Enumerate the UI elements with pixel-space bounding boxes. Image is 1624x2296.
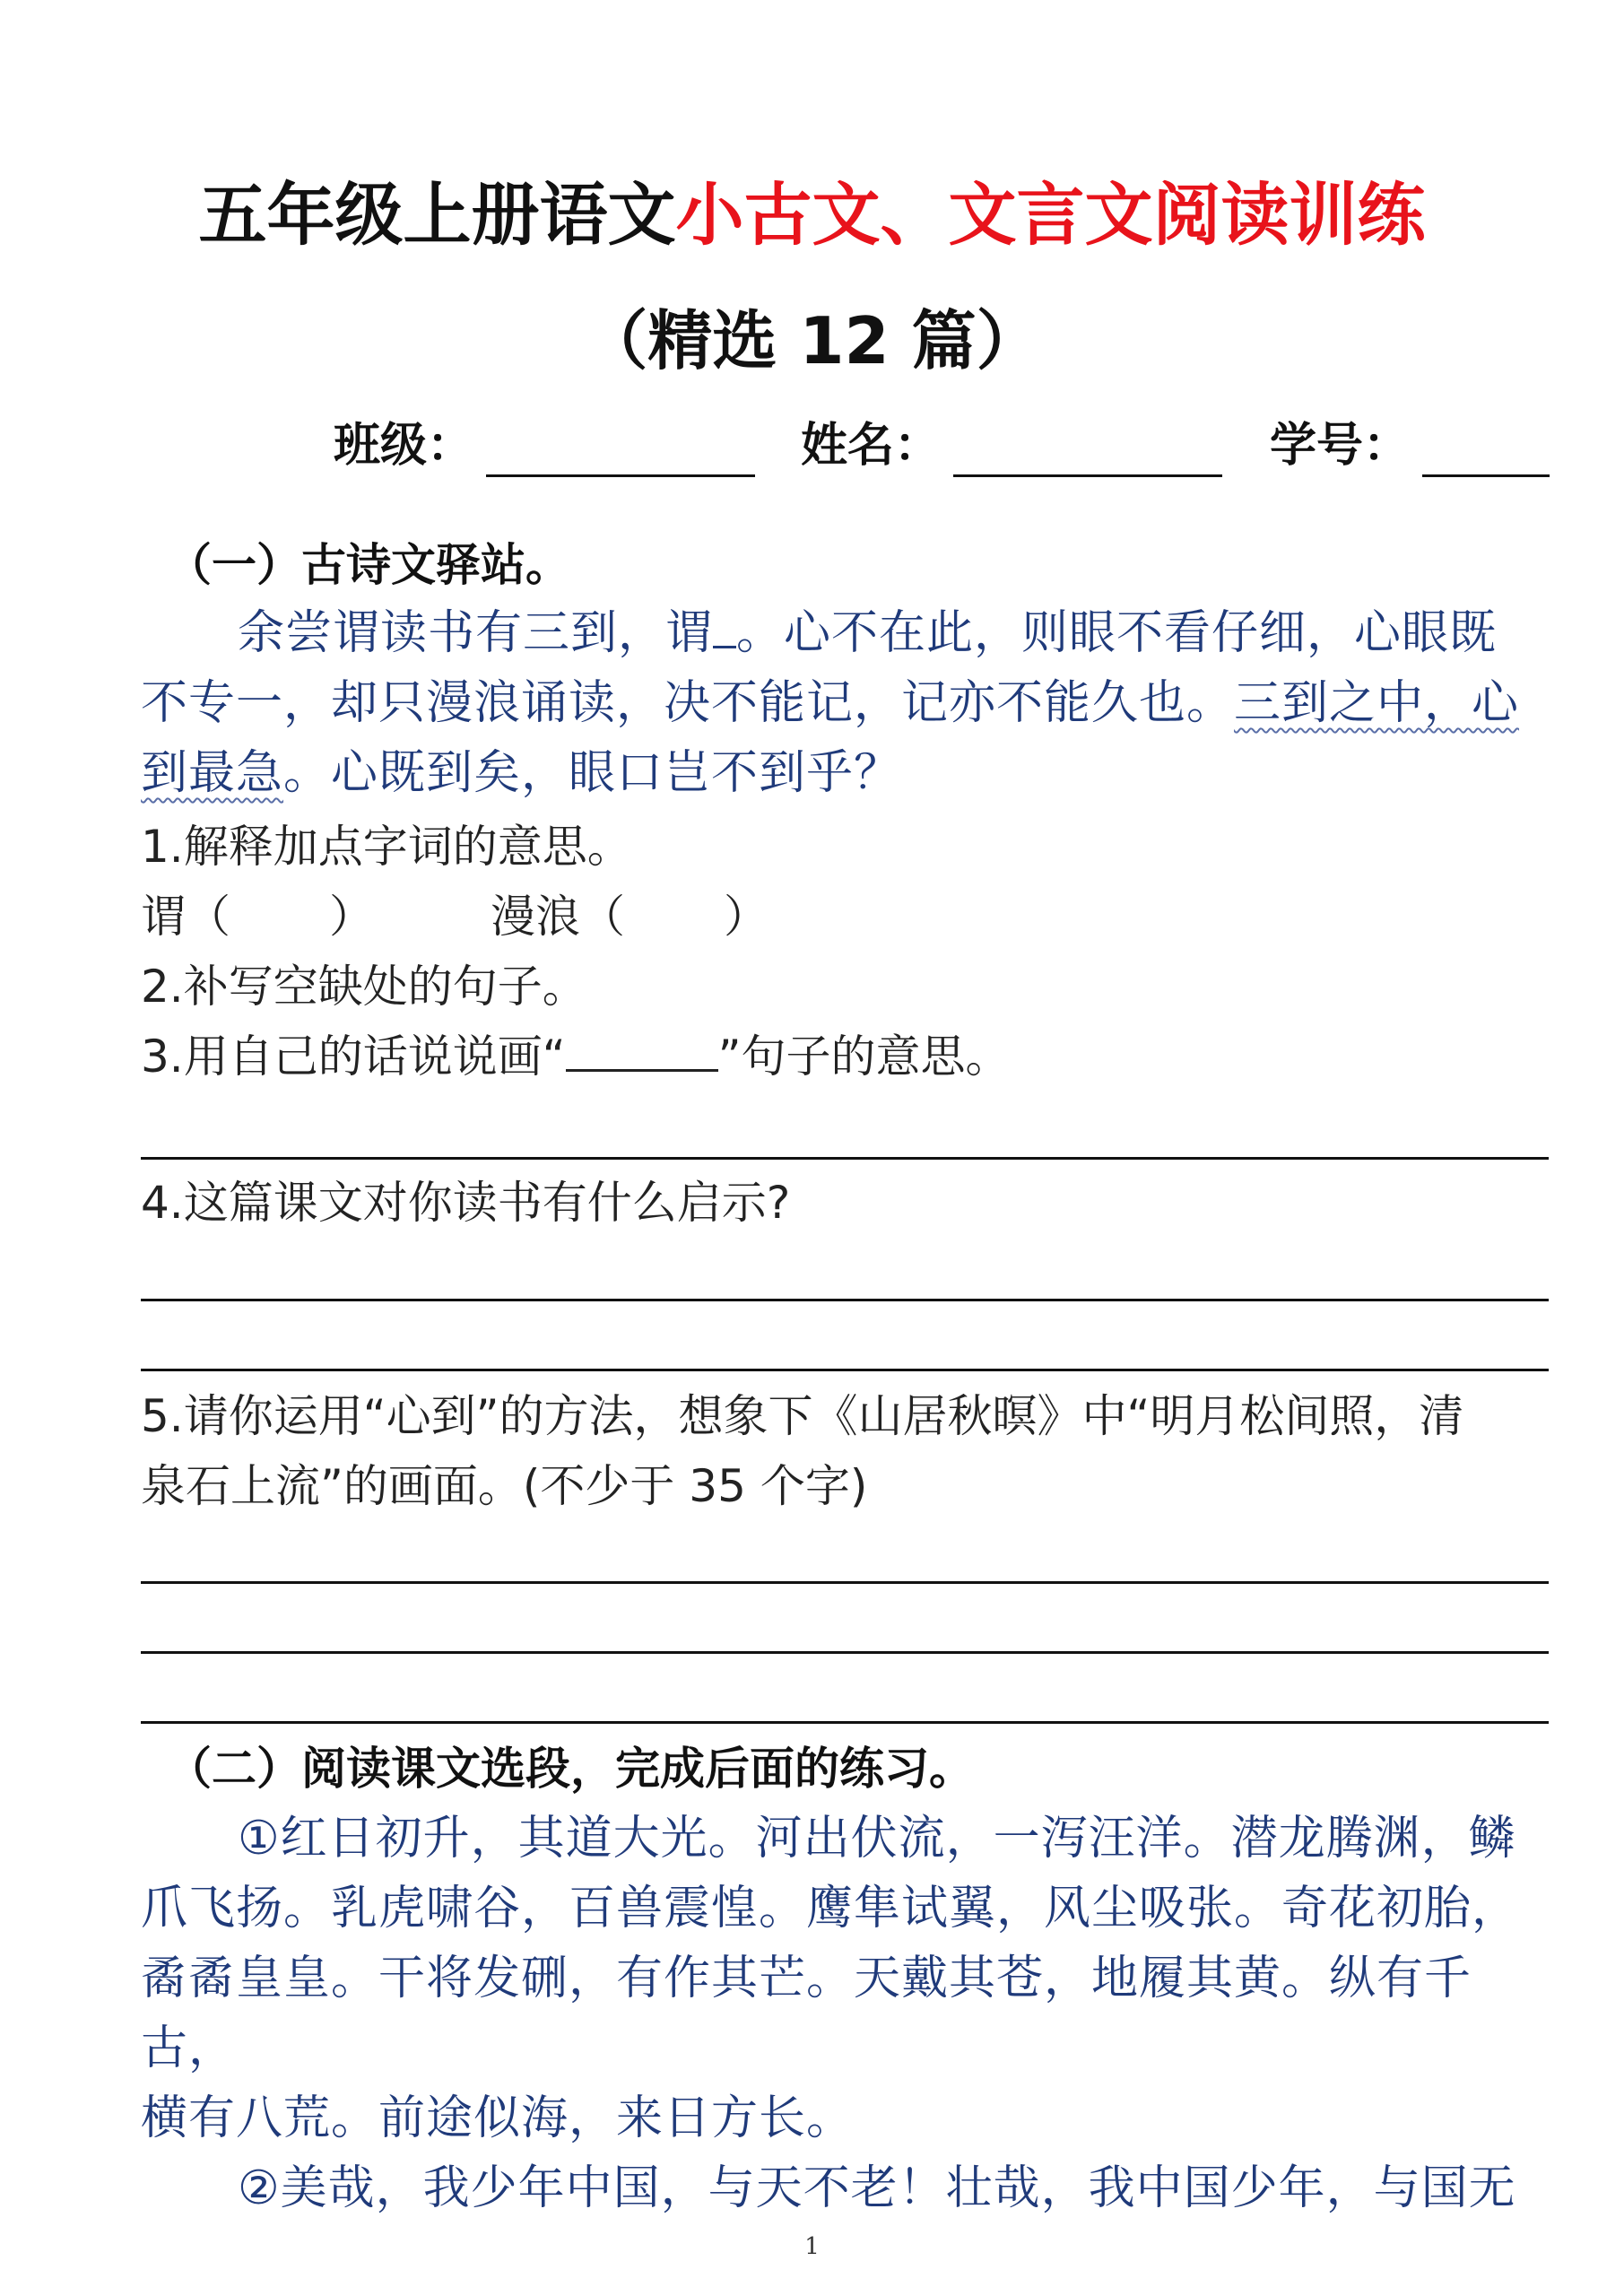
question-5: 5.请你运用“心到”的方法，想象下《山居秋暝》中“明月松间照，清 泉石上流”的画面。(不少于 35 个字) bbox=[141, 1390, 1464, 1512]
answer-line[interactable] bbox=[141, 1157, 1549, 1160]
title-black: 五年级上册语文 bbox=[198, 175, 676, 255]
question-1-terms: 谓（ ） 漫浪（ ） bbox=[141, 891, 769, 943]
section2-passage bbox=[141, 1804, 1549, 2223]
class-label: 班级： bbox=[334, 419, 474, 473]
passage-blank[interactable] bbox=[713, 603, 736, 648]
name-field[interactable] bbox=[801, 414, 1222, 477]
answer-line[interactable] bbox=[141, 1651, 1549, 1654]
question-4: 4.这篇课文对你读书有什么启示? bbox=[141, 1177, 791, 1229]
term-1: 谓 bbox=[141, 891, 186, 943]
passage-line: ①红日初升，其道大光。河出伏流，一泻汪洋。潜龙腾渊，鳞 bbox=[238, 1812, 1516, 1866]
title-red: 小古文、文言文阅读训练 bbox=[675, 175, 1426, 255]
passage-line: ②美哉，我少年中国，与天不老！壮哉，我中国少年，与国无 bbox=[238, 2161, 1516, 2215]
number-label: 学号： bbox=[1270, 419, 1411, 473]
wavy-underlined-text: 三到之中，心 bbox=[1234, 676, 1520, 730]
question-3-underline bbox=[566, 1024, 718, 1072]
term-2: 漫浪 bbox=[491, 891, 580, 943]
question-3: 3.用自己的话说说画“ ”句子的意思。 bbox=[141, 1022, 1549, 1091]
passage-line-1: 余尝谓读书有三到，谓 。心不在此，则眼不看仔细，心眼既 bbox=[141, 598, 1549, 668]
page-title bbox=[0, 170, 1624, 260]
wavy-underlined-text: 到最急 bbox=[141, 746, 284, 800]
page-number: 1 bbox=[804, 2233, 820, 2260]
class-field[interactable] bbox=[334, 414, 755, 477]
question-1: 1.解释加点字词的意思。 bbox=[141, 821, 632, 873]
passage-line: 横有八荒。前途似海，来日方长。 bbox=[141, 2092, 855, 2145]
answer-line[interactable] bbox=[141, 1581, 1549, 1584]
passage-line-3: 到最急。心既到矣，眼口岂不到乎？ bbox=[141, 746, 902, 800]
passage-line: 爪飞扬。乳虎啸谷，百兽震惶。鹰隼试翼，风尘吸张。奇花初胎， bbox=[141, 1882, 1520, 1935]
section1-heading: （一）古诗文驿站。 bbox=[167, 539, 570, 591]
section2-heading: （二）阅读课文选段，完成后面的练习。 bbox=[167, 1743, 974, 1795]
section1-passage bbox=[141, 598, 1549, 808]
name-label: 姓名： bbox=[801, 419, 942, 473]
answer-line[interactable] bbox=[141, 1721, 1549, 1724]
question-2: 2.补写空缺处的句子。 bbox=[141, 961, 587, 1013]
passage-line: 矞矞皇皇。干将发硎，有作其芒。天戴其苍，地履其黄。纵有千古， bbox=[141, 1952, 1472, 2075]
passage-line-2: 不专一，却只漫浪诵读，决不能记，记亦不能久也。三到之中，心 bbox=[141, 676, 1520, 730]
answer-line[interactable] bbox=[141, 1369, 1549, 1371]
answer-line[interactable] bbox=[141, 1299, 1549, 1301]
page-subtitle: （精选 12 篇） bbox=[583, 303, 1041, 378]
number-field[interactable] bbox=[1270, 414, 1550, 477]
number-blank[interactable] bbox=[1422, 421, 1550, 477]
name-blank[interactable] bbox=[953, 421, 1222, 477]
class-blank[interactable] bbox=[486, 421, 755, 477]
